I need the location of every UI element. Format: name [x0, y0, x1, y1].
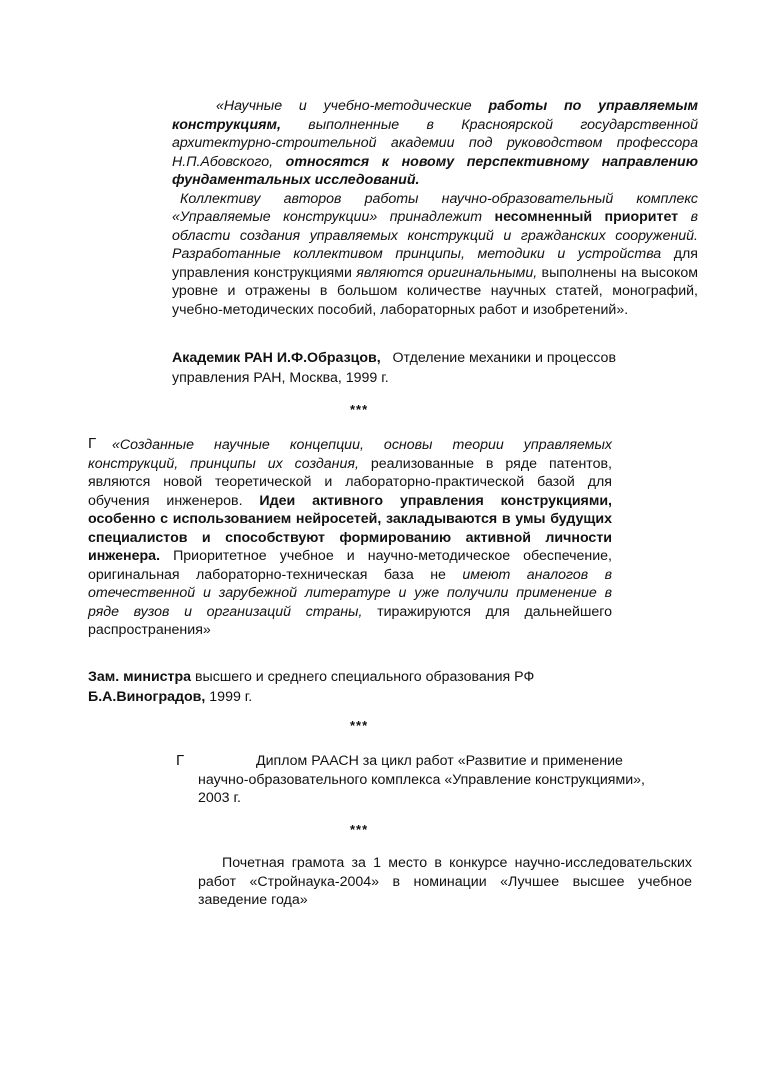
separator-2: ***: [350, 718, 369, 733]
bullet-mark-1: Г: [88, 435, 97, 452]
signature-vinogradov: [88, 667, 614, 707]
quote1-paragraph1: [172, 97, 698, 190]
signature-obraztsov: [172, 348, 672, 388]
signature-name: Академик РАН И.Ф.Образцов,: [172, 350, 381, 366]
award-diploma: [198, 752, 674, 808]
quote1-text: в области создания управляемых конструкций и гражданских сооружений. Разработанные коллективом принципы, методики и устройства: [172, 209, 698, 262]
signature-line1: [88, 667, 614, 687]
quote2-text: Приоритетное учебное и научно-методическое обеспечение, оригинальная лабораторно-техническая база не: [88, 548, 612, 583]
quote2-text: «Созданные научные концепции, основы теории управляемых конструкций, принципы их создания,: [88, 437, 612, 472]
award-diploma-text: Диплом РААСН за цикл работ «Развитие и применение научно-образовательного комплекса «Управление конструкциями», 2003 г.: [198, 753, 645, 806]
signature-org: Отделение механики и процессов управления РАН, Москва, 1999 г.: [172, 350, 616, 386]
quote-obraztsov: [172, 97, 698, 319]
quote1-text: являются оригинальными,: [356, 264, 538, 281]
signature-year: 1999 г.: [205, 689, 253, 705]
quote1-paragraph2: [172, 190, 698, 320]
quote2-text: тиражируются для дальнейшего распространения»: [88, 603, 612, 638]
quote2-text: реализованные в ряде патентов, являются новой теоретической и лабораторно-практической базой для обучения инженеров.: [88, 455, 612, 509]
signature-line2: [88, 687, 614, 707]
separator-1: ***: [350, 402, 369, 417]
quote2-text: имеют аналогов в отечественной и зарубежной литературе и уже получили применение в ряде вузов и организаций страны,: [88, 566, 612, 620]
quote2-emphasis: Идеи активного управления конструкциями, особенно с использованием нейросетей, закладываются в умы будущих специалистов и способствуют формированию активной личности инженера.: [88, 492, 612, 564]
signature-name: Б.А.Виноградов,: [88, 689, 206, 705]
quote-vinogradov: [88, 436, 612, 640]
award-certificate: [198, 854, 692, 910]
quote2-paragraph: [88, 436, 612, 640]
quote1-emphasis: относятся к новому перспективному направлению фундаментальных исследований.: [172, 153, 698, 188]
award-certificate-text: Почетная грамота за 1 место в конкурсе научно-исследовательских работ «Стройнаука-2004» в номинации «Лучшее высшее учебное заведение года»: [198, 855, 692, 908]
quote1-text: «Научные и учебно-методические: [216, 98, 489, 114]
quote1-text: выполнены на высоком уровне и отражены в большом количестве научных статей, монографий, учебно-методических пособий, лабораторных работ и изобретений».: [172, 264, 698, 318]
bullet-mark-2: Г: [176, 752, 185, 769]
quote1-text: Коллективу авторов работы научно-образовательный комплекс «Управляемые конструкции» принадлежит: [172, 190, 698, 225]
separator-3: ***: [350, 822, 369, 837]
quote1-text: для управления конструкциями: [172, 246, 698, 281]
quote1-text: выполненные в Красноярской государственной архитектурно-строительной академии под руководством профессора Н.П.Абовского,: [172, 116, 698, 170]
signature-role: Зам. министра: [88, 669, 192, 685]
signature-org: высшего и среднего специального образования РФ: [191, 669, 535, 685]
quote1-emphasis: несомненный приоритет: [494, 209, 679, 225]
quote1-emphasis: работы по управляемым конструкциям,: [172, 98, 698, 133]
